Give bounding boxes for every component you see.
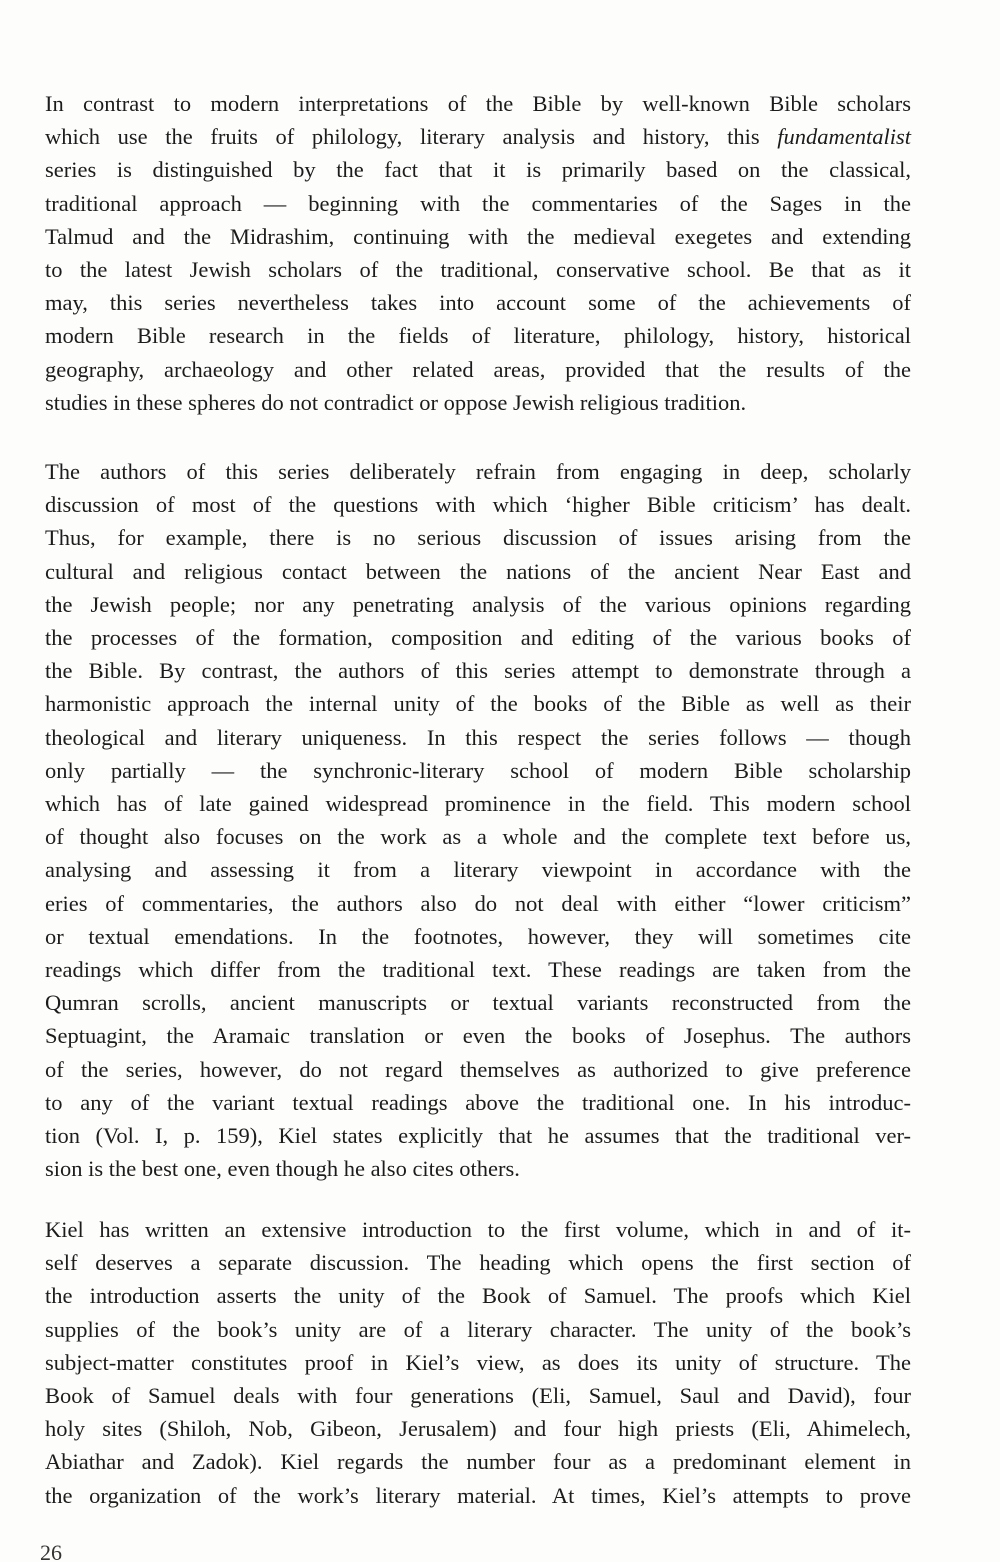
text-line: Septuagint, the Aramaic translation or even the books of Josephus. The authors <box>45 1023 911 1049</box>
text-line: the introduction asserts the unity of the Book of Samuel. The proofs which Kiel <box>45 1283 911 1309</box>
paragraph-3 <box>45 1213 911 1512</box>
text-line: supplies of the book’s unity are of a literary character. The unity of the book’s <box>45 1316 911 1342</box>
text-line: traditional approach — beginning with the commentaries of the Sages in the <box>45 190 911 216</box>
text-line-part: which use the fruits of philology, literary analysis and history, this <box>45 124 778 150</box>
text-line: which has of late gained widespread prominence in the field. This modern school <box>45 791 911 817</box>
paragraph-1 <box>45 87 911 419</box>
text-line: geography, archaeology and other related areas, provided that the results of the <box>45 356 911 382</box>
page-number: 26 <box>40 1540 62 1562</box>
text-line: of the series, however, do not regard themselves as authorized to give preference <box>45 1056 911 1082</box>
text-line: harmonistic approach the internal unity of the books of the Bible as well as their <box>45 691 911 717</box>
text-line: sion is the best one, even though he also cites others. <box>45 1156 520 1182</box>
text-line: Abiathar and Zadok). Kiel regards the number four as a predominant element in <box>45 1449 911 1475</box>
text-line: the processes of the formation, composition and editing of the various books of <box>45 625 911 651</box>
text-line: Book of Samuel deals with four generations (Eli, Samuel, Saul and David), four <box>45 1383 911 1409</box>
text-line: theological and literary uniqueness. In this respect the series follows — though <box>45 724 911 750</box>
text-line: only partially — the synchronic-literary school of modern Bible scholarship <box>45 757 911 783</box>
text-line: tion (Vol. I, p. 159), Kiel states explicitly that he assumes that the traditional ver- <box>45 1123 911 1149</box>
text-line: subject-matter constitutes proof in Kiel’s view, as does its unity of structure. The <box>45 1349 911 1375</box>
text-line: holy sites (Shiloh, Nob, Gibeon, Jerusalem) and four high priests (Eli, Ahimelech, <box>45 1416 911 1442</box>
paragraph-2 <box>45 455 911 1185</box>
text-line: or textual emendations. In the footnotes, however, they will sometimes cite <box>45 923 911 949</box>
text-line: the Jewish people; nor any penetrating analysis of the various opinions regarding <box>45 591 911 617</box>
text-line: studies in these spheres do not contradict or oppose Jewish religious tradition. <box>45 389 747 415</box>
text-line: Kiel has written an extensive introduction to the first volume, which in and of it- <box>45 1217 911 1242</box>
text-line <box>45 120 911 153</box>
text-line: Qumran scrolls, ancient manuscripts or textual variants reconstructed from the <box>45 990 911 1016</box>
text-line: analysing and assessing it from a literary viewpoint in accordance with the <box>45 857 911 883</box>
text-line: the organization of the work’s literary material. At times, Kiel’s attempts to prove <box>45 1482 911 1508</box>
text-line: The authors of this series deliberately refrain from engaging in deep, scholarly <box>45 459 911 484</box>
text-line: series is distinguished by the fact that it is primarily based on the classical, <box>45 157 911 183</box>
text-line: to any of the variant textual readings above the traditional one. In his introduc- <box>45 1089 911 1115</box>
text-line: the Bible. By contrast, the authors of this series attempt to demonstrate through a <box>45 658 911 684</box>
text-line: modern Bible research in the fields of literature, philology, history, historical <box>45 323 911 349</box>
text-line: of thought also focuses on the work as a whole and the complete text before us, <box>45 824 911 850</box>
text-line: Talmud and the Midrashim, continuing with the medieval exegetes and extending <box>45 223 911 249</box>
text-line: cultural and religious contact between the nations of the ancient Near East and <box>45 558 911 584</box>
text-line: Thus, for example, there is no serious discussion of issues arising from the <box>45 525 911 551</box>
text-line: eries of commentaries, the authors also do not deal with either “lower criticism” <box>45 890 911 916</box>
text-line: may, this series nevertheless takes into account some of the achievements of <box>45 290 911 316</box>
text-line: self deserves a separate discussion. The heading which opens the first section of <box>45 1250 911 1276</box>
text-line: to the latest Jewish scholars of the traditional, conservative school. Be that as it <box>45 257 911 283</box>
text-line: In contrast to modern interpretations of the Bible by well-known Bible scholars <box>45 91 911 116</box>
italic-word: fundamentalist <box>777 124 911 150</box>
text-line: discussion of most of the questions with which ‘higher Bible criticism’ has dealt. <box>45 492 911 518</box>
text-line: readings which differ from the traditional text. These readings are taken from the <box>45 957 911 983</box>
